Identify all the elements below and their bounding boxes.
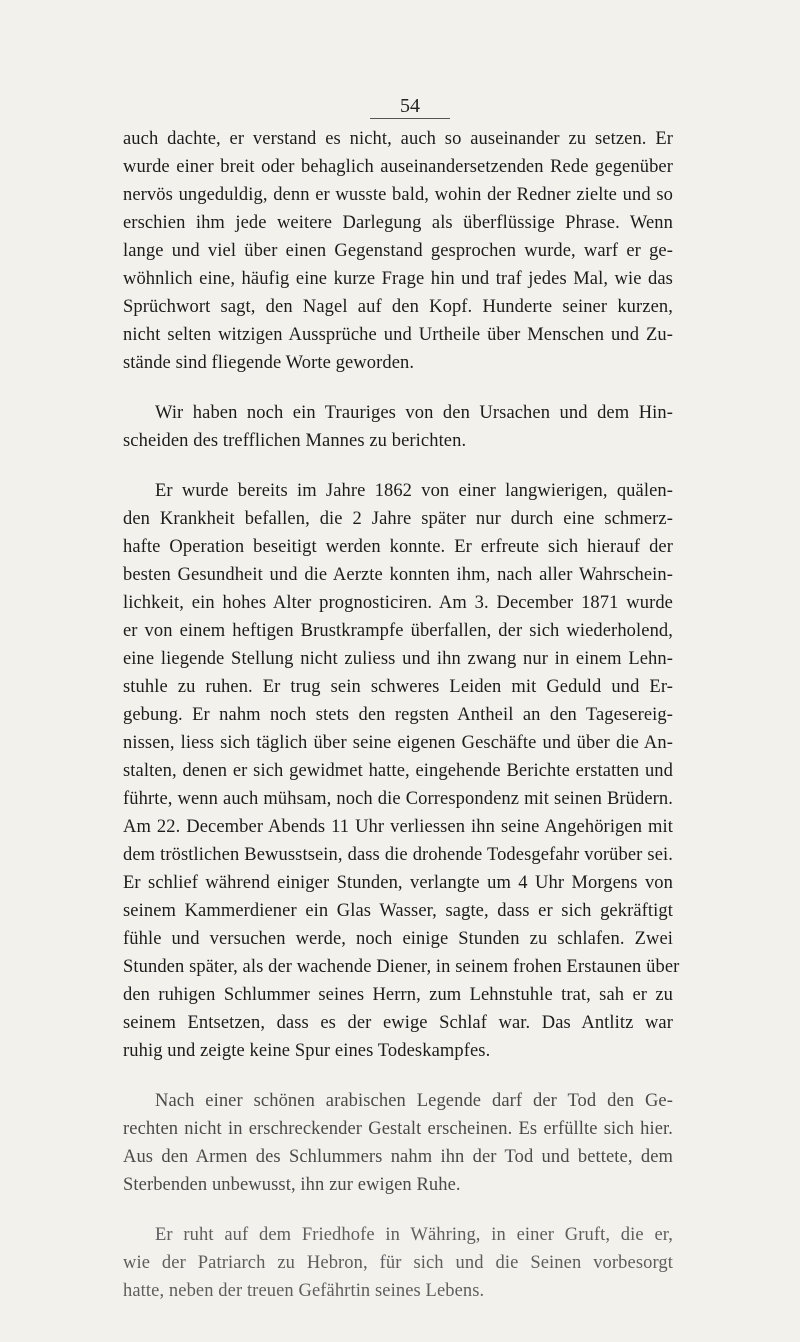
paragraph-gap — [123, 1065, 673, 1087]
text-line: wie der Patriarch zu Hebron, für sich und die Seinen vorbesorgt — [123, 1253, 673, 1273]
paragraph-gap — [123, 455, 673, 477]
text-line: er von einem heftigen Brustkrampfe überfallen, der sich wiederholend, — [123, 621, 673, 641]
text-line: nervös ungeduldig, denn er wusste bald, wohin der Redner zielte und so — [123, 185, 673, 205]
text-line: wöhnlich eine, häufig eine kurze Frage hin und traf jedes Mal, wie das — [123, 269, 673, 289]
text-line: seinem Entsetzen, dass es der ewige Schlaf war. Das Antlitz war — [123, 1013, 673, 1033]
text-line: erschien ihm jede weitere Darlegung als überflüssige Phrase. Wenn — [123, 213, 673, 233]
text-line: hatte, neben der treuen Gefährtin seines Lebens. — [123, 1281, 485, 1301]
text-line: seinem Kammerdiener ein Glas Wasser, sagte, dass er sich gekräftigt — [123, 901, 673, 921]
text-line: eine liegende Stellung nicht zuliess und ihn zwang nur in einem Lehn- — [123, 649, 673, 669]
text-line: Sprüchwort sagt, den Nagel auf den Kopf. Hunderte seiner kurzen, — [123, 297, 673, 317]
text-line: Stunden später, als der wachende Diener, in seinem frohen Erstaunen über — [123, 957, 680, 977]
text-line: besten Gesundheit und die Aerzte konnten ihm, nach aller Wahrschein- — [123, 565, 673, 585]
paragraph-3 — [123, 477, 680, 1065]
text-line: stalten, denen er sich gewidmet hatte, eingehende Berichte erstatten und — [123, 761, 673, 781]
text-line: fühle und versuchen werde, noch einige Stunden zu schlafen. Zwei — [123, 929, 673, 949]
text-line: auch dachte, er verstand es nicht, auch so auseinander zu setzen. Er — [123, 129, 673, 149]
page-number: 54 — [0, 94, 800, 119]
paragraph-4 — [123, 1087, 673, 1199]
text-line: Er wurde bereits im Jahre 1862 von einer langwierigen, quälen- — [155, 481, 673, 501]
text-line: stuhle zu ruhen. Er trug sein schweres Leiden mit Geduld und Er- — [123, 677, 673, 697]
text-line: Am 22. December Abends 11 Uhr verliessen ihn seine Angehörigen mit — [123, 817, 673, 837]
text-line: rechten nicht in erschreckender Gestalt erscheinen. Es erfüllte sich hier. — [123, 1119, 673, 1139]
text-line: Er ruht auf dem Friedhofe in Währing, in einer Gruft, die er, — [155, 1225, 673, 1245]
paragraph-1 — [123, 125, 673, 377]
text-line: hafte Operation beseitigt werden konnte. Er erfreute sich hierauf der — [123, 537, 673, 557]
text-line: lange und viel über einen Gegenstand gesprochen wurde, warf er ge- — [123, 241, 673, 261]
text-line: stände sind fliegende Worte geworden. — [123, 353, 415, 373]
text-line: wurde einer breit oder behaglich auseinandersetzenden Rede gegenüber — [123, 157, 673, 177]
text-line: nissen, liess sich täglich über seine eigenen Geschäfte und über die An- — [123, 733, 673, 753]
text-line: Sterbenden unbewusst, ihn zur ewigen Ruhe. — [123, 1175, 461, 1195]
text-line: den ruhigen Schlummer seines Herrn, zum Lehnstuhle trat, sah er zu — [123, 985, 673, 1005]
paragraph-5 — [123, 1221, 673, 1305]
text-line: lichkeit, ein hohes Alter prognosticiren. Am 3. December 1871 wurde — [123, 593, 673, 613]
text-line: ruhig und zeigte keine Spur eines Todeskampfes. — [123, 1041, 491, 1061]
text-line: Wir haben noch ein Trauriges von den Ursachen und dem Hin- — [155, 403, 673, 423]
text-line: Aus den Armen des Schlummers nahm ihn der Tod und bettete, dem — [123, 1147, 673, 1167]
text-line: Nach einer schönen arabischen Legende darf der Tod den Ge- — [155, 1091, 673, 1111]
text-line: führte, wenn auch mühsam, noch die Correspondenz mit seinen Brüdern. — [123, 789, 673, 809]
text-line: dem tröstlichen Bewusstsein, dass die drohende Todesgefahr vorüber sei. — [123, 845, 673, 865]
text-line: gebung. Er nahm noch stets den regsten Antheil an den Tagesereig- — [123, 705, 673, 725]
text-line: nicht selten witzigen Aussprüche und Urtheile über Menschen und Zu- — [123, 325, 673, 345]
paragraph-gap — [123, 1199, 673, 1221]
text-line: den Krankheit befallen, die 2 Jahre später nur durch eine schmerz- — [123, 509, 673, 529]
text-line: scheiden des trefflichen Mannes zu berichten. — [123, 431, 467, 451]
text-line: Er schlief während einiger Stunden, verlangte um 4 Uhr Morgens von — [123, 873, 673, 893]
paragraph-2 — [123, 399, 673, 455]
paragraph-gap — [123, 377, 673, 399]
page-body — [123, 125, 680, 1305]
